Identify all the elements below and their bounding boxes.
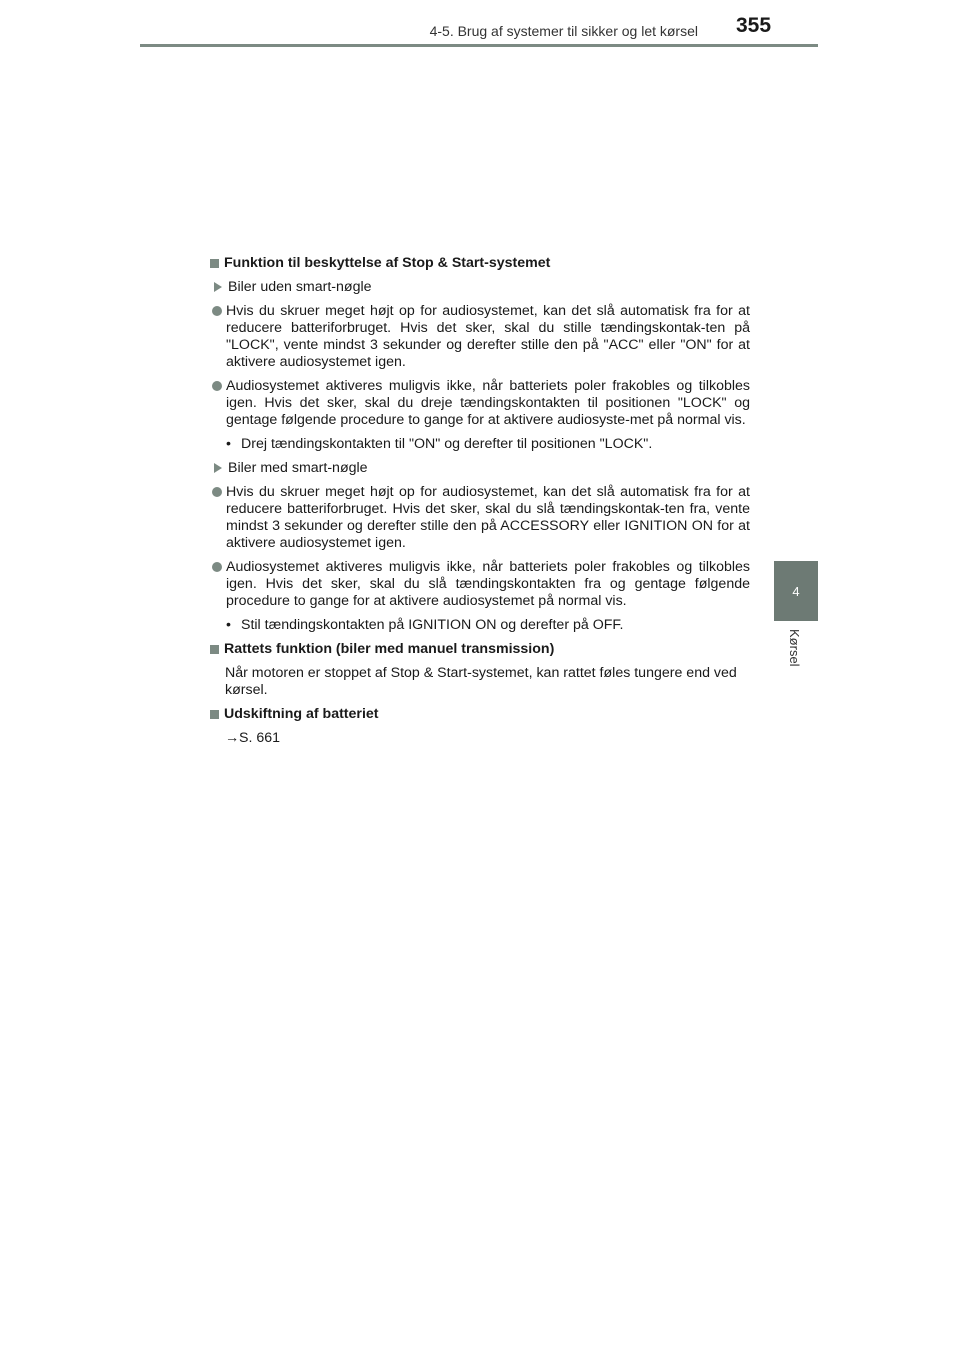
page-reference-text: S. 661: [239, 730, 281, 746]
list-item: [210, 559, 750, 610]
arrow-right-icon: →: [225, 730, 240, 746]
square-bullet-icon: [210, 645, 219, 654]
paragraph: Når motoren er stoppet af Stop & Start-systemet, kan rattet føles tungere end ved kørsel.: [225, 665, 737, 698]
procedure-step-text: Stil tændingskontakten på IGNITION ON og derefter på OFF.: [241, 617, 624, 633]
section-heading-text: Udskiftning af batteriet: [224, 706, 379, 722]
small-bullet-icon: •: [226, 436, 231, 452]
square-bullet-icon: [210, 259, 219, 268]
subheading-text: Biler med smart-nøgle: [228, 460, 368, 476]
small-bullet-icon: •: [226, 617, 231, 633]
section-heading-text: Rattets funktion (biler med manuel transmission): [224, 641, 555, 657]
circle-bullet-icon: [212, 562, 222, 572]
subheading: [214, 279, 750, 296]
circle-bullet-icon: [212, 306, 222, 316]
circle-bullet-icon: [212, 487, 222, 497]
subheading-text: Biler uden smart-nøgle: [228, 279, 372, 295]
list-item-text: Hvis du skruer meget højt op for audiosystemet, kan det slå automatisk fra for at reducere batteriforbruget. Hvis det sker, skal du stille tændingskontak-ten på "LOCK", vente mindst 3 sekunder og derefter stille den på "ACC" eller "ON" for at aktivere audiosystemet igen.: [226, 303, 750, 370]
chapter-tab-number[interactable]: 4: [774, 561, 818, 621]
subheading: [214, 460, 750, 477]
list-item-text: Audiosystemet aktiveres muligvis ikke, når batteriets poler frakobles og tilkobles igen. Hvis det sker, skal du dreje tændingskontakten til positionen "LOCK" og gentage følgende procedure to gange for at aktivere audiosyste-met på normal vis.: [226, 378, 750, 428]
section-title: 4-5. Brug af systemer til sikker og let kørsel: [429, 23, 698, 39]
section-heading: [210, 706, 750, 723]
procedure-step: [226, 617, 750, 634]
page-content: [210, 255, 750, 754]
procedure-step: [226, 436, 750, 453]
chapter-tab-text: Kørsel: [787, 629, 802, 667]
triangle-bullet-icon: [214, 463, 222, 473]
list-item-text: Hvis du skruer meget højt op for audiosystemet, kan det slå automatisk fra for at reducere batteriforbruget. Hvis det sker, skal du slå tændingskontak-ten fra, vente mindst 3 sekunder og derefter stille den på ACCESSORY eller IGNITION ON for at aktivere audiosystemet igen.: [226, 484, 750, 551]
header-rule: [140, 44, 818, 47]
circle-bullet-icon: [212, 381, 222, 391]
list-item: [210, 303, 750, 371]
chapter-tab-label: [774, 621, 818, 773]
list-item: [210, 484, 750, 552]
section-heading: [210, 641, 750, 658]
procedure-step-text: Drej tændingskontakten til "ON" og derefter til positionen "LOCK".: [241, 436, 653, 452]
list-item-text: Audiosystemet aktiveres muligvis ikke, når batteriets poler frakobles og tilkobles igen. Hvis det sker, skal du slå tændingskontakten fra og gentage følgende procedure to gange for at aktivere audiosystemet på normal vis.: [226, 559, 750, 609]
page-number: 355: [736, 14, 772, 37]
list-item: [210, 378, 750, 429]
section-heading: [210, 255, 750, 272]
square-bullet-icon: [210, 710, 219, 719]
triangle-bullet-icon: [214, 282, 222, 292]
page-reference-link[interactable]: [225, 730, 750, 747]
section-heading-text: Funktion til beskyttelse af Stop & Start-systemet: [224, 255, 551, 271]
